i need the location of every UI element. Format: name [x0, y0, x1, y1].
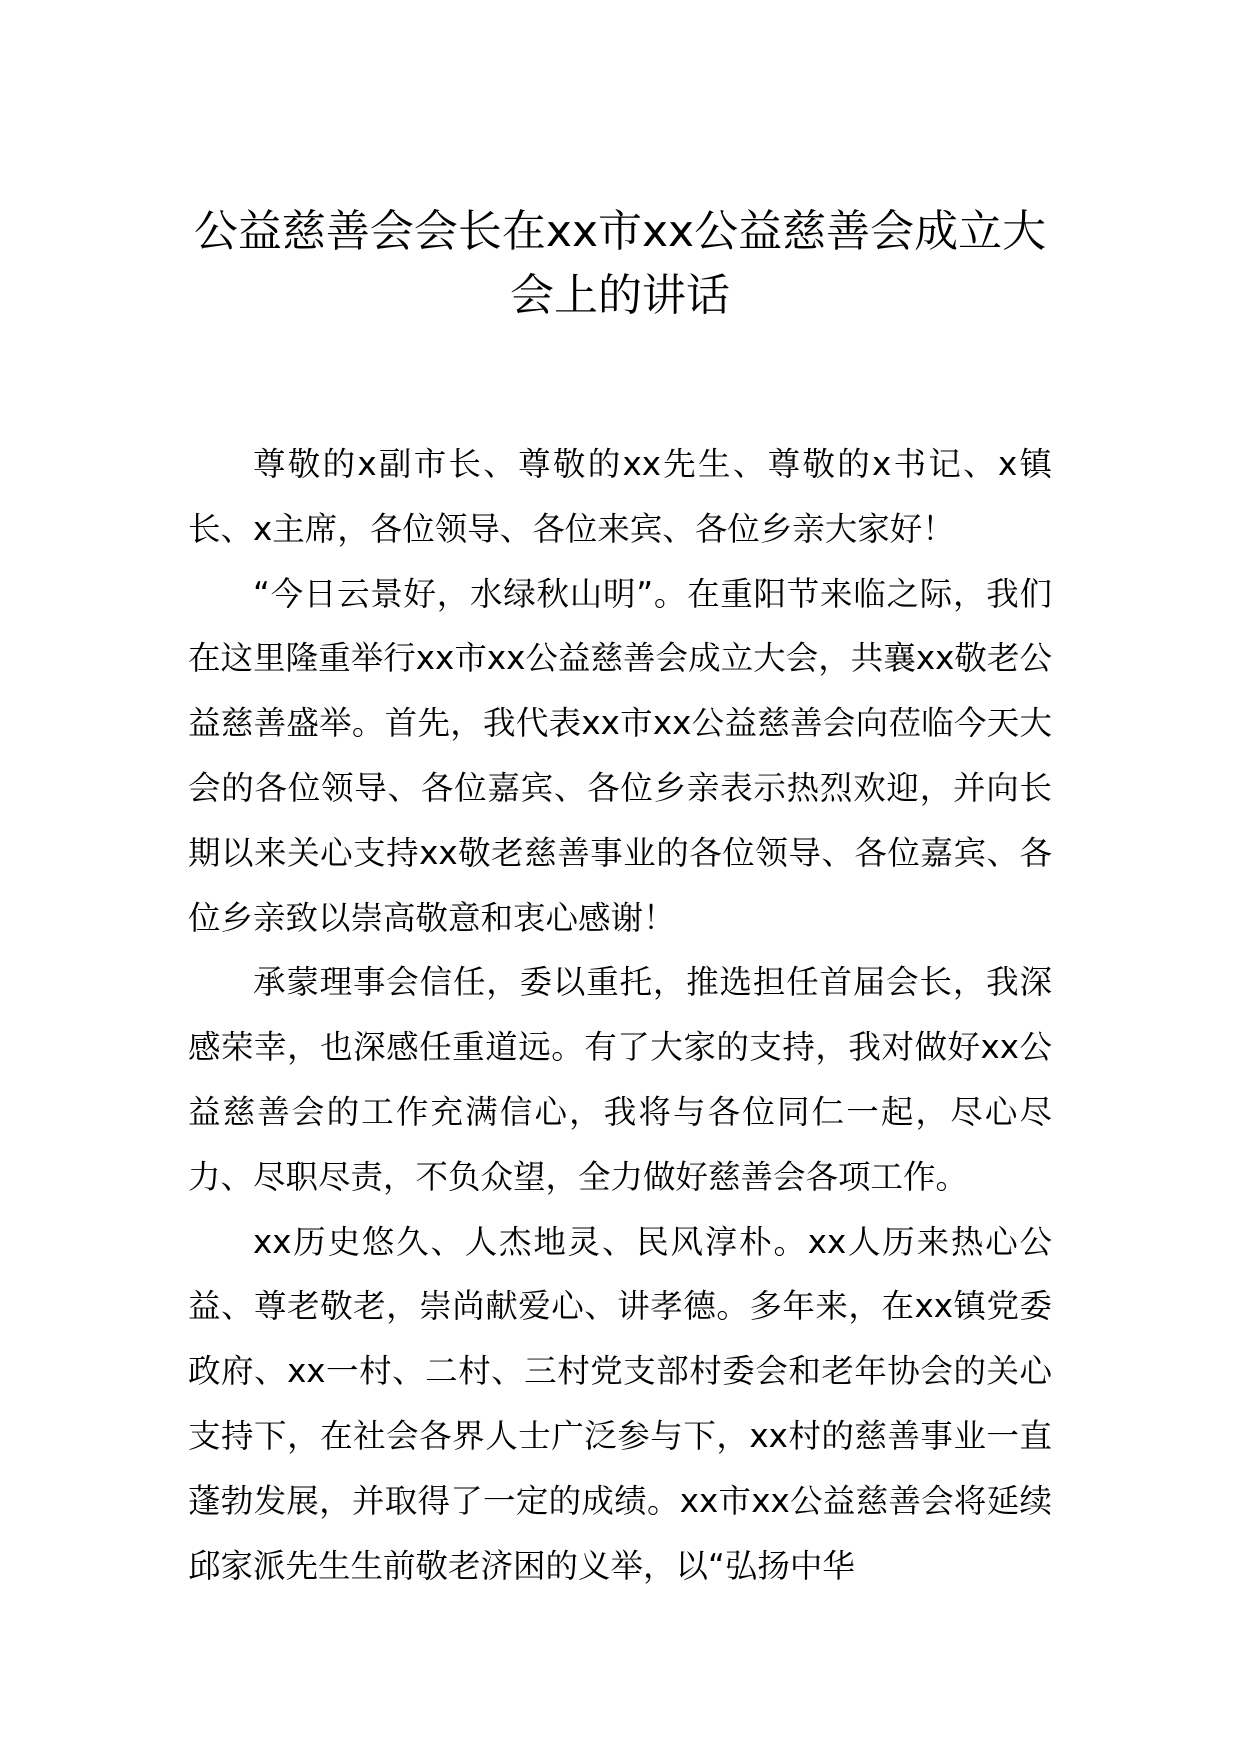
paragraph-salutation: 尊敬的x副市长、尊敬的xx先生、尊敬的x书记、x镇长、x主席，各位领导、各位来宾、各位乡亲大家好！: [188, 445, 1052, 548]
paragraph-acceptance: 承蒙理事会信任，委以重托，推选担任首届会长，我深感荣幸，也深感任重道远。有了大家的支持，我对做好xx公益慈善会的工作充满信心，我将与各位同仁一起，尽心尽力、尽职尽责，不负众望，全力做好慈善会各项工作。: [188, 963, 1052, 1196]
paragraph-welcome: “今日云景好，水绿秋山明”。在重阳节来临之际，我们在这里隆重举行xx市xx公益慈善会成立大会，共襄xx敬老公益慈善盛举。首先，我代表xx市xx公益慈善会向莅临今天大会的各位领导、各位嘉宾、各位乡亲表示热烈欢迎，并向长期以来关心支持xx敬老慈善事业的各位领导、各位嘉宾、各位乡亲致以崇高敬意和衷心感谢！: [188, 574, 1052, 937]
paragraph-history: xx历史悠久、人杰地灵、民风淳朴。xx人历来热心公益、尊老敬老，崇尚献爱心、讲孝德。多年来，在xx镇党委政府、xx一村、二村、三村党支部村委会和老年协会的关心支持下，在社会各界人士广泛参与下，xx村的慈善事业一直蓬勃发展，并取得了一定的成绩。xx市xx公益慈善会将延续邱家派先生生前敬老济困的义举，以“弘扬中华: [188, 1222, 1052, 1585]
document-title: 公益慈善会会长在xx市xx公益慈善会成立大会上的讲话: [193, 206, 1047, 321]
document-body: [188, 432, 1052, 1598]
